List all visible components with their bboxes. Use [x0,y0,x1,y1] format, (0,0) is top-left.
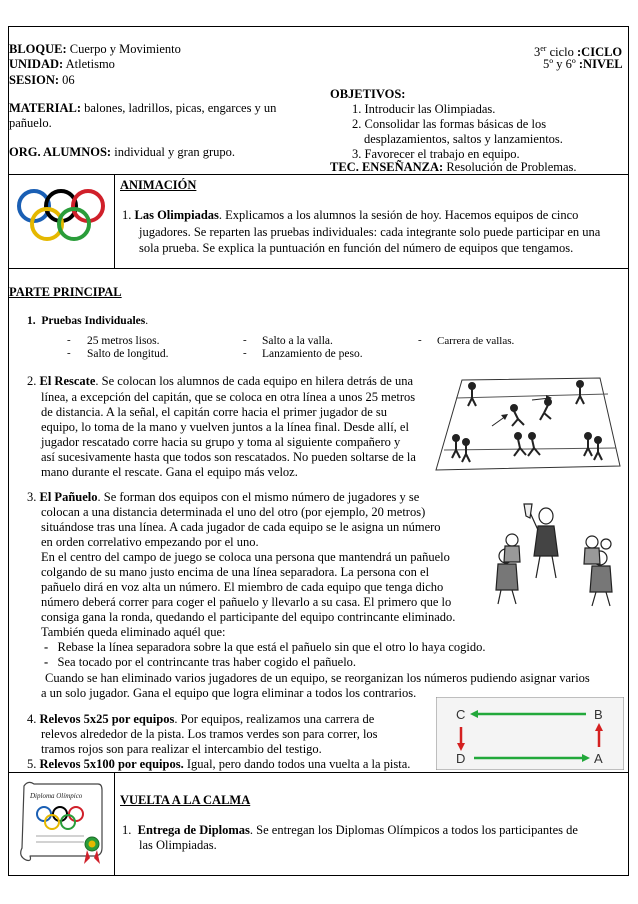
nivel-line: 5º y 6º :NIVEL [543,57,623,71]
panuelo-line-2: colocan a una distancia determinada el uno del otro (por ejemplo, 20 metros) [41,505,426,519]
diploma-icon [14,778,108,868]
rescate-line-1: 2. El Rescate. Se colocan los alumnos de cada equipo en hilera detrás de una [27,374,413,388]
rescate-line-3: de distancia. A la señal, el capitán corre hacia el primer jugador de su [41,405,388,419]
panuelo-line-3: situándose tras una línea. A cada jugador de cada equipo se le asigna un número [41,520,441,534]
calma-line-2: las Olimpiadas. [139,838,217,852]
panuelo-line-8: número deberá correr para coger el pañuelo y llevarlo a su casa. El primero que lo [41,595,452,609]
org-line: ORG. ALUMNOS: individual y gran grupo. [9,145,236,159]
panuelo-line-1: 3. El Pañuelo. Se forman dos equipos con el mismo número de jugadores y se [27,490,420,504]
rescate-line-6: así sucesivamente hasta que todos son rescatados. No pueden soltarse de la [41,450,416,464]
material-line-2: pañuelo. [9,116,52,130]
relevos-line-3: tramos rojos son para realizar el intercambio del testigo. [41,742,322,756]
divider-principal [8,772,629,773]
track-label-d: D [456,751,466,766]
rescate-line-7: mano durante el rescate. Gana el equipo más veloz. [41,465,298,479]
calma-item: 1. Entrega de Diplomas. Se entregan los Diplomas Olímpicos a todos los participantes de [122,823,578,837]
objetivos-label: OBJETIVOS: [330,87,406,101]
animacion-item: 1. Las Olimpiadas. Explicamos a los alumnos la sesión de hoy. Hacemos equipos de cinco [122,208,579,222]
material-line: MATERIAL: balones, ladrillos, picas, engarces y un [9,101,277,115]
divider-animacion [8,268,629,269]
prueba-1: 25 metros lisos. [87,335,160,347]
panuelo-line-6: colgando de su mano justo encima de una línea separadora. La persona con el [41,565,430,579]
rescate-field-illustration [432,370,624,480]
objetivo-2-cont: desplazamientos, saltos y lanzamientos. [364,132,563,146]
prueba-5: Lanzamiento de peso. [262,348,363,360]
panuelo-end-2: a un solo jugador. Gana el equipo que logra eliminar a todos los contrarios. [41,686,417,700]
track-label-b: B [594,707,603,722]
animacion-title: ANIMACIÓN [120,178,197,192]
panuelo-line-4: en orden correlativo empezando por el uno. [41,535,259,549]
divider-vertical-calma [114,772,115,876]
panuelo-bullet-1: - Rebase la línea separadora sobre la que está el pañuelo sin que el otro lo haya cogido. [44,640,486,654]
relevos-line-2: relevos alrededor de la pista. Los tramos verdes son para correr, los [41,727,378,741]
sesion-line: SESION: 06 [9,73,75,87]
panuelo-game-illustration [488,486,624,611]
panuelo-line-5: En el centro del campo de juego se coloca una persona que mantendrá un pañuelo [41,550,450,564]
objetivo-3: 3. Favorecer el trabajo en equipo. [352,147,520,161]
ciclo-line: 3er ciclo :CICLO [534,44,623,60]
animacion-line-2: jugadores. Se reparten las pruebas individuales: cada integrante solo puede participar en una [139,225,601,239]
prueba-2: Salto a la valla. [262,335,333,347]
panuelo-line-10: También queda eliminado aquél que: [41,625,226,639]
animacion-line-3: sola prueba. Se explica la puntuación en función del número de equipos que tengamos. [139,241,574,255]
principal-title: PARTE PRINCIPAL [9,285,122,299]
panuelo-end-1: Cuando se han eliminado varios jugadores de un equipo, se reorganizan los números pudiendo asignar varios [45,671,590,685]
objetivo-1: 1. Introducir las Olimpiadas. [352,102,496,116]
pruebas-heading: 1. Pruebas Individuales. [27,315,149,327]
prueba-4: Salto de longitud. [87,348,169,360]
bloque-line: BLOQUE: Cuerpo y Movimiento [9,42,181,56]
tec-line: TEC. ENSEÑANZA: Resolución de Problemas. [330,160,577,174]
panuelo-bullet-2: - Sea tocado por el contrincante tras haber cogido el pañuelo. [44,655,357,669]
panuelo-line-9: consiga gana la ronda, quedando el participante del equipo contrincante eliminado. [41,610,456,624]
prueba-3: Carrera de vallas. [437,335,515,347]
rescate-line-5: jugador rescatado corre hacia su grupo y toma al siguiente compañero y [41,435,401,449]
relay-track-diagram [436,697,624,770]
panuelo-line-7: pañuelo dirá en voz alta un número. El miembro de cada equipo que tenga dicho [41,580,444,594]
unidad-line: UNIDAD: Atletismo [9,57,115,71]
objetivo-2: 2. Consolidar las formas básicas de los [352,117,547,131]
olympic-rings-icon [16,186,106,246]
relevos-line-1: 4. Relevos 5x25 por equipos. Por equipos, realizamos una carrera de [27,712,375,726]
relevos-100-line: 5. Relevos 5x100 por equipos. Igual, pero dando todos una vuelta a la pista. [27,757,411,771]
diploma-title: Diploma Olímpico [30,792,83,800]
rescate-line-2: línea, a excepción del capitán, que se coloca en otra línea a unos 25 metros [41,390,416,404]
rescate-line-4: equipo, lo toma de la mano y vuelven juntos a la línea final. Desde allí, el [41,420,409,434]
calma-title: VUELTA A LA CALMA [120,793,251,807]
divider-vertical-animacion [114,174,115,268]
track-label-a: A [594,751,603,766]
track-label-c: C [456,707,466,722]
